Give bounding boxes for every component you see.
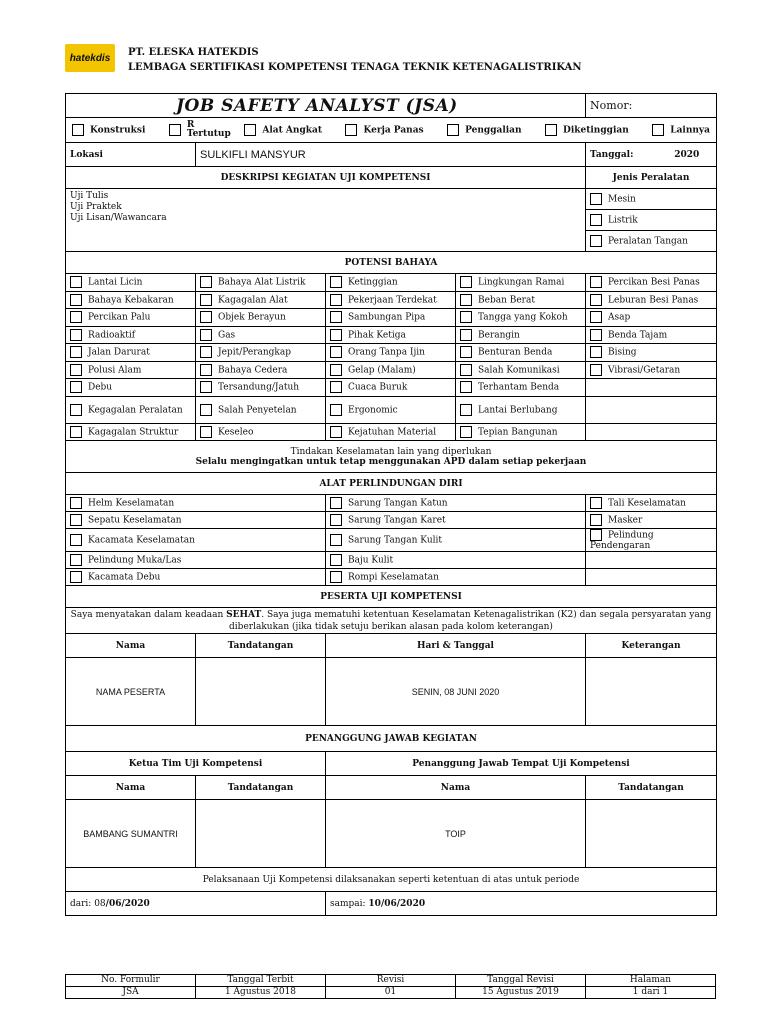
potensi-label: Leburan Besi Panas: [608, 295, 699, 306]
potensi-cell[interactable]: [66, 361, 196, 379]
checkbox[interactable]: [460, 294, 472, 306]
checkbox[interactable]: [460, 404, 472, 416]
keselamatan-note: [66, 441, 717, 473]
potensi-label: Kejatuhan Material: [348, 427, 437, 438]
peserta-nama[interactable]: NAMA PESERTA: [66, 658, 196, 726]
potensi-cell[interactable]: [196, 396, 326, 423]
tempat-tandatangan[interactable]: [586, 800, 717, 868]
col-nama: Nama: [66, 634, 196, 658]
checkbox[interactable]: [590, 364, 602, 376]
checkbox[interactable]: [590, 276, 602, 288]
work-type-label: Diketinggian: [563, 125, 629, 136]
potensi-label: Pihak Ketiga: [348, 330, 406, 341]
jenis-label: Mesin: [608, 194, 636, 205]
peserta-tandatangan[interactable]: [196, 658, 326, 726]
potensi-label: Kagagalan Alat: [218, 295, 288, 306]
potensi-label: Gas: [218, 330, 236, 341]
apd-cell[interactable]: [326, 512, 586, 529]
potensi-cell[interactable]: [66, 423, 196, 441]
potensi-grid: [66, 274, 717, 441]
potensi-cell[interactable]: [326, 309, 456, 327]
potensi-cell[interactable]: [66, 291, 196, 309]
potensi-label: Tangga yang Kokoh: [478, 312, 568, 323]
checkbox[interactable]: [460, 364, 472, 376]
nomor-cell[interactable]: [586, 94, 717, 118]
checkbox[interactable]: [330, 381, 342, 393]
potensi-label: Beban Berat: [478, 295, 535, 306]
tanggal-cell[interactable]: [586, 143, 717, 167]
potensi-cell[interactable]: [326, 361, 456, 379]
apd-cell[interactable]: [586, 512, 717, 529]
potensi-cell[interactable]: [586, 291, 717, 309]
checkbox[interactable]: [460, 381, 472, 393]
checkbox[interactable]: [70, 404, 82, 416]
work-type-lainnya[interactable]: [652, 124, 710, 136]
jenis-item-mesin[interactable]: [586, 189, 717, 210]
penanggung-header: PENANGGUNG JAWAB KEGIATAN: [66, 726, 717, 752]
ketua-nama[interactable]: BAMBANG SUMANTRI: [66, 800, 196, 868]
col-ketua-nama: Nama: [66, 776, 196, 800]
footer-value: 1 Agustus 2018: [196, 987, 326, 999]
dari-value: /06/2020: [105, 898, 150, 909]
potensi-cell[interactable]: [456, 396, 586, 423]
deskripsi-item: Uji Tulis: [70, 191, 109, 201]
potensi-label: Bahaya Alat Listrik: [218, 277, 306, 288]
potensi-cell[interactable]: [66, 344, 196, 362]
potensi-cell[interactable]: [66, 379, 196, 397]
apd-cell[interactable]: [326, 552, 586, 569]
checkbox[interactable]: [70, 534, 82, 546]
checkbox[interactable]: [72, 124, 84, 136]
checkbox[interactable]: [200, 404, 212, 416]
potensi-label: Salah Komunikasi: [478, 365, 560, 376]
checkbox[interactable]: [200, 276, 212, 288]
checkbox[interactable]: [545, 124, 557, 136]
apd-cell[interactable]: [326, 529, 586, 552]
potensi-cell[interactable]: [586, 344, 717, 362]
potensi-cell[interactable]: [326, 326, 456, 344]
logo-text: hatekdis: [69, 52, 111, 64]
potensi-label: Sambungan Pipa: [348, 312, 426, 323]
work-type-label: Kerja Panas: [363, 125, 424, 136]
work-type-konstruksi[interactable]: [72, 124, 145, 136]
footer-value: 1 dari 1: [586, 987, 716, 999]
tempat-label: Penanggung Jawab Tempat Uji Kompetensi: [326, 752, 717, 776]
company-header: [128, 45, 582, 75]
potensi-cell[interactable]: [586, 361, 717, 379]
deskripsi-list: [66, 189, 586, 252]
note-line-2: Selalu mengingatkan untuk tetap menggunakan APD dalam setiap pekerjaan: [195, 456, 587, 467]
apd-label: Masker: [608, 515, 643, 526]
potensi-cell[interactable]: [456, 291, 586, 309]
form-footer: [65, 974, 716, 999]
checkbox[interactable]: [330, 346, 342, 358]
checkbox[interactable]: [70, 571, 82, 583]
jenis-peralatan-header: Jenis Peralatan: [586, 167, 717, 189]
apd-label: Pelindung Muka/Las: [88, 555, 182, 566]
checkbox[interactable]: [460, 346, 472, 358]
peserta-hari-tanggal[interactable]: SENIN, 08 JUNI 2020: [326, 658, 586, 726]
potensi-label: Lantai Licin: [88, 277, 143, 288]
potensi-label: Polusi Alam: [88, 365, 142, 376]
potensi-cell[interactable]: [326, 396, 456, 423]
potensi-label: Ketinggian: [348, 277, 398, 288]
potensi-cell[interactable]: [66, 326, 196, 344]
potensi-label: Pekerjaan Terdekat: [348, 295, 437, 306]
potensi-cell[interactable]: [326, 379, 456, 397]
statement-post: . Saya juga mematuhi ketentuan Keselamatan Ketenagalistrikan (K2) dan segala persyaratan yang diberlakukan (jika tidak setuju berikan alasan pada kolom keterangan): [229, 609, 712, 632]
checkbox[interactable]: [70, 294, 82, 306]
apd-label: Sarung Tangan Karet: [348, 515, 446, 526]
apd-label: Helm Keselamatan: [88, 498, 175, 509]
potensi-cell[interactable]: [456, 274, 586, 292]
apd-cell[interactable]: [66, 495, 326, 512]
deskripsi-item: Uji Praktek: [70, 202, 122, 212]
potensi-label: Terhantam Benda: [478, 382, 560, 393]
potensi-label: Cuaca Buruk: [348, 382, 408, 393]
pelaksanaan-note: Pelaksanaan Uji Kompetensi dilaksanakan seperti ketentuan di atas untuk periode: [66, 868, 717, 892]
checkbox[interactable]: [169, 124, 181, 136]
footer-header: Halaman: [586, 975, 716, 987]
peserta-statement: [66, 608, 717, 634]
potensi-header: POTENSI BAHAYA: [66, 252, 717, 274]
jenis-item-listrik[interactable]: [586, 210, 717, 231]
footer-header: Revisi: [326, 975, 456, 987]
checkbox[interactable]: [330, 497, 342, 509]
potensi-cell[interactable]: [196, 291, 326, 309]
apd-grid: [66, 495, 717, 586]
checkbox[interactable]: [460, 426, 472, 438]
checkbox[interactable]: [590, 311, 602, 323]
work-type-label: Lainnya: [670, 125, 710, 136]
checkbox[interactable]: [330, 571, 342, 583]
checkbox[interactable]: [70, 381, 82, 393]
potensi-cell[interactable]: [196, 326, 326, 344]
checkbox[interactable]: [590, 529, 602, 541]
checkbox[interactable]: [200, 426, 212, 438]
lokasi-label: Lokasi: [66, 143, 196, 167]
potensi-label: Bahaya Kebakaran: [88, 295, 174, 306]
potensi-label: Percikan Besi Panas: [608, 277, 700, 288]
potensi-label: Radioaktif: [88, 330, 136, 341]
statement-bold: SEHAT: [226, 609, 262, 620]
work-type-label: Penggalian: [465, 125, 522, 136]
jenis-label: Listrik: [608, 215, 638, 226]
footer-header: Tanggal Revisi: [456, 975, 586, 987]
col-tempat-nama: Nama: [326, 776, 586, 800]
potensi-label: Benda Tajam: [608, 330, 668, 341]
peserta-header: PESERTA UJI KOMPETENSI: [66, 586, 717, 608]
checkbox[interactable]: [70, 311, 82, 323]
apd-cell[interactable]: [586, 529, 717, 552]
potensi-label: Lingkungan Ramai: [478, 277, 565, 288]
potensi-label: Jepit/Perangkap: [218, 347, 292, 358]
checkbox[interactable]: [590, 214, 602, 226]
checkbox[interactable]: [590, 514, 602, 526]
checkbox[interactable]: [590, 497, 602, 509]
potensi-label: Debu: [88, 382, 113, 393]
checkbox[interactable]: [70, 497, 82, 509]
apd-label: Baju Kulit: [348, 555, 394, 566]
nomor-label: Nomor:: [590, 99, 633, 112]
footer-value: JSA: [66, 987, 196, 999]
checkbox[interactable]: [460, 311, 472, 323]
checkbox[interactable]: [330, 364, 342, 376]
apd-header: ALAT PERLINDUNGAN DIRI: [66, 473, 717, 495]
potensi-label: Keseleo: [218, 427, 254, 438]
checkbox[interactable]: [70, 426, 82, 438]
checkbox[interactable]: [590, 193, 602, 205]
potensi-cell[interactable]: [456, 344, 586, 362]
periode-dari[interactable]: [66, 892, 326, 916]
checkbox[interactable]: [200, 381, 212, 393]
apd-cell[interactable]: [66, 529, 326, 552]
apd-cell[interactable]: [326, 569, 586, 586]
work-type-r-tertutup[interactable]: [169, 120, 231, 139]
potensi-label: Benturan Benda: [478, 347, 553, 358]
potensi-cell[interactable]: [326, 291, 456, 309]
potensi-label: Bising: [608, 347, 637, 358]
potensi-label: Asap: [608, 312, 631, 323]
work-type-penggalian[interactable]: [447, 124, 521, 136]
checkbox[interactable]: [590, 329, 602, 341]
potensi-cell[interactable]: [196, 274, 326, 292]
potensi-cell[interactable]: [66, 396, 196, 423]
potensi-cell[interactable]: [66, 309, 196, 327]
apd-cell[interactable]: [66, 552, 326, 569]
apd-label: Sepatu Keselamatan: [88, 515, 182, 526]
checkbox[interactable]: [330, 534, 342, 546]
apd-cell: [586, 569, 717, 586]
checkbox[interactable]: [330, 311, 342, 323]
potensi-cell[interactable]: [196, 344, 326, 362]
apd-label: Pelindung Pendengaran: [590, 530, 654, 551]
checkbox[interactable]: [330, 294, 342, 306]
potensi-label: Orang Tanpa Ijin: [348, 347, 425, 358]
work-type-label: Alat Angkat: [262, 125, 322, 136]
company-name: PT. ELESKA HATEKDIS: [128, 47, 259, 58]
tempat-nama[interactable]: TOIP: [326, 800, 586, 868]
work-type-label: R Tertutup: [186, 120, 231, 139]
statement-pre: Saya menyatakan dalam keadaan: [70, 609, 227, 620]
apd-label: Kacamata Debu: [88, 572, 161, 583]
dari-label: dari: 08: [70, 898, 106, 909]
potensi-cell[interactable]: [196, 309, 326, 327]
footer-header: Tanggal Terbit: [196, 975, 326, 987]
col-hari-tanggal: Hari & Tanggal: [326, 634, 586, 658]
col-keterangan: Keterangan: [586, 634, 717, 658]
deskripsi-header: DESKRIPSI KEGIATAN UJI KOMPETENSI: [66, 167, 586, 189]
apd-cell[interactable]: [586, 495, 717, 512]
col-ketua-tandatangan: Tandatangan: [196, 776, 326, 800]
checkbox[interactable]: [200, 311, 212, 323]
checkbox[interactable]: [590, 294, 602, 306]
potensi-cell[interactable]: [456, 361, 586, 379]
potensi-label: Tersandung/Jatuh: [218, 382, 300, 393]
potensi-label: Kagagalan Struktur: [88, 427, 179, 438]
potensi-cell[interactable]: [326, 423, 456, 441]
potensi-cell[interactable]: [326, 344, 456, 362]
checkbox[interactable]: [70, 364, 82, 376]
checkbox[interactable]: [330, 426, 342, 438]
potensi-label: Tepian Bangunan: [478, 427, 558, 438]
potensi-cell[interactable]: [586, 274, 717, 292]
lokasi-value[interactable]: SULKIFLI MANSYUR: [196, 143, 586, 167]
checkbox[interactable]: [70, 554, 82, 566]
work-type-row: [66, 118, 717, 143]
potensi-cell[interactable]: [456, 379, 586, 397]
checkbox[interactable]: [200, 329, 212, 341]
potensi-cell[interactable]: [196, 361, 326, 379]
ketua-label: Ketua Tim Uji Kompetensi: [66, 752, 326, 776]
potensi-cell[interactable]: [326, 274, 456, 292]
jenis-label: Peralatan Tangan: [608, 236, 688, 247]
checkbox[interactable]: [330, 554, 342, 566]
potensi-label: Bahaya Cedera: [218, 365, 288, 376]
tanggal-label: Tanggal:: [590, 149, 634, 160]
sampai-label: sampai:: [330, 898, 369, 909]
potensi-label: Lantai Berlubang: [478, 405, 558, 415]
tanggal-value: 2020: [674, 149, 700, 160]
apd-label: Tali Keselamatan: [608, 498, 686, 509]
potensi-label: Percikan Palu: [88, 312, 151, 323]
apd-cell[interactable]: [326, 495, 586, 512]
company-logo: [65, 44, 115, 72]
potensi-cell[interactable]: [586, 326, 717, 344]
note-line-1: Tindakan Keselamatan lain yang diperlukan: [290, 446, 492, 457]
potensi-cell[interactable]: [456, 309, 586, 327]
potensi-cell: [586, 423, 717, 441]
col-tandatangan: Tandatangan: [196, 634, 326, 658]
form-title: JOB SAFETY ANALYST (JSA): [176, 95, 458, 116]
sampai-value: 10/06/2020: [368, 898, 426, 909]
potensi-label: Objek Berayun: [218, 312, 286, 323]
checkbox[interactable]: [345, 124, 357, 136]
apd-label: Rompi Keselamatan: [348, 572, 439, 583]
checkbox[interactable]: [447, 124, 459, 136]
work-type-diketinggian[interactable]: [545, 124, 629, 136]
checkbox[interactable]: [200, 364, 212, 376]
checkbox[interactable]: [460, 329, 472, 341]
potensi-label: Kegagalan Peralatan: [88, 405, 183, 415]
checkbox[interactable]: [70, 276, 82, 288]
potensi-label: Ergonomic: [348, 405, 398, 415]
checkbox[interactable]: [330, 276, 342, 288]
potensi-label: Berangin: [478, 330, 520, 341]
potensi-label: Jalan Darurat: [88, 347, 150, 358]
work-type-kerja-panas[interactable]: [345, 124, 423, 136]
checkbox[interactable]: [244, 124, 256, 136]
checkbox[interactable]: [330, 514, 342, 526]
apd-cell: [586, 552, 717, 569]
potensi-label: Salah Penyetelan: [218, 405, 297, 415]
checkbox[interactable]: [70, 514, 82, 526]
checkbox[interactable]: [652, 124, 664, 136]
checkbox[interactable]: [330, 404, 342, 416]
potensi-cell[interactable]: [66, 274, 196, 292]
ketua-tandatangan[interactable]: [196, 800, 326, 868]
checkbox[interactable]: [460, 276, 472, 288]
jsa-form: [65, 93, 717, 916]
apd-cell[interactable]: [66, 512, 326, 529]
jenis-item-peralatan-tangan[interactable]: [586, 231, 717, 252]
apd-label: Kacamata Keselamatan: [88, 535, 195, 546]
potensi-cell[interactable]: [456, 423, 586, 441]
potensi-label: Vibrasi/Getaran: [608, 365, 681, 376]
potensi-cell[interactable]: [196, 379, 326, 397]
checkbox[interactable]: [70, 329, 82, 341]
col-tempat-tandatangan: Tandatangan: [586, 776, 717, 800]
checkbox[interactable]: [590, 235, 602, 247]
checkbox[interactable]: [590, 346, 602, 358]
checkbox[interactable]: [200, 294, 212, 306]
potensi-label: Gelap (Malam): [348, 365, 416, 376]
potensi-cell[interactable]: [586, 309, 717, 327]
checkbox[interactable]: [200, 346, 212, 358]
potensi-cell[interactable]: [196, 423, 326, 441]
checkbox[interactable]: [330, 329, 342, 341]
footer-header: No. Formulir: [66, 975, 196, 987]
potensi-cell[interactable]: [456, 326, 586, 344]
checkbox[interactable]: [70, 346, 82, 358]
periode-sampai[interactable]: [326, 892, 717, 916]
potensi-cell: [586, 396, 717, 423]
institution-name: LEMBAGA SERTIFIKASI KOMPETENSI TENAGA TEKNIK KETENAGALISTRIKAN: [128, 62, 582, 73]
deskripsi-item: Uji Lisan/Wawancara: [70, 213, 167, 223]
work-type-alat-angkat[interactable]: [244, 124, 322, 136]
footer-value: 15 Agustus 2019: [456, 987, 586, 999]
peserta-keterangan[interactable]: [586, 658, 717, 726]
title-cell: [66, 94, 586, 118]
work-type-label: Konstruksi: [90, 125, 146, 136]
apd-cell[interactable]: [66, 569, 326, 586]
apd-label: Sarung Tangan Katun: [348, 498, 448, 509]
potensi-cell: [586, 379, 717, 397]
apd-label: Sarung Tangan Kulit: [348, 535, 442, 546]
footer-value: 01: [326, 987, 456, 999]
